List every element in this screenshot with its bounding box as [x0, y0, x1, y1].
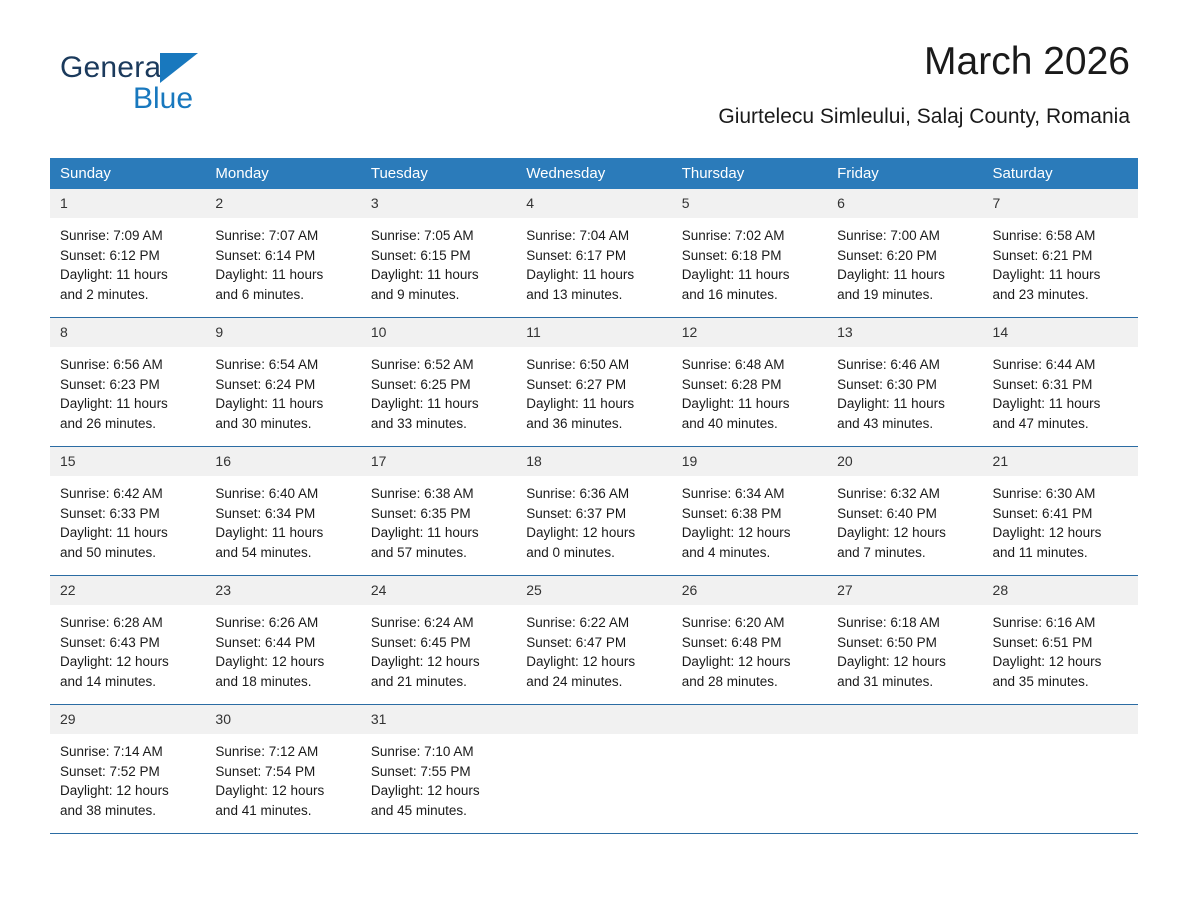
- day-info: [516, 347, 671, 433]
- sunset-text: Sunset: 6:33 PM: [60, 505, 160, 521]
- daylight-text-line1: Daylight: 12 hours: [992, 654, 1102, 669]
- daylight-text-line2: and 18 minutes.: [215, 673, 312, 689]
- calendar-body: [50, 189, 1138, 834]
- day-info: [50, 476, 205, 562]
- sunrise-text: Sunrise: 6:26 AM: [215, 615, 319, 630]
- calendar-day-cell[interactable]: [983, 318, 1138, 447]
- calendar-day-cell[interactable]: [50, 189, 205, 318]
- sunset-text: Sunset: 6:31 PM: [992, 376, 1093, 392]
- daylight-text-line1: Daylight: 11 hours: [992, 267, 1101, 282]
- day-number: 23: [205, 576, 360, 605]
- day-number: 7: [983, 189, 1138, 218]
- calendar-day-cell[interactable]: [983, 576, 1138, 705]
- day-info: [672, 347, 827, 433]
- day-info: [516, 218, 671, 304]
- sunset-text: Sunset: 7:54 PM: [215, 763, 316, 779]
- daylight-text-line2: and 13 minutes.: [526, 286, 623, 302]
- day-number: [983, 705, 1138, 734]
- weekday-header-thursday: Thursday: [672, 158, 827, 189]
- calendar-day-cell[interactable]: [983, 189, 1138, 318]
- calendar-day-cell[interactable]: [205, 447, 360, 576]
- day-number: 27: [827, 576, 982, 605]
- calendar-day-cell[interactable]: [205, 318, 360, 447]
- daylight-text-line2: and 0 minutes.: [526, 544, 615, 560]
- daylight-text-line1: Daylight: 12 hours: [992, 525, 1102, 540]
- day-number: 1: [50, 189, 205, 218]
- daylight-text-line2: and 21 minutes.: [370, 673, 467, 689]
- daylight-text-line1: Daylight: 12 hours: [215, 783, 325, 798]
- calendar-day-cell[interactable]: [516, 189, 671, 318]
- calendar-day-cell[interactable]: [516, 318, 671, 447]
- day-info: [672, 476, 827, 562]
- daylight-text-line2: and 30 minutes.: [215, 415, 312, 431]
- day-number: 12: [672, 318, 827, 347]
- triangle-flag-icon: [160, 53, 198, 83]
- sunset-text: Sunset: 6:50 PM: [837, 634, 937, 650]
- sunset-text: Sunset: 6:20 PM: [837, 247, 937, 263]
- day-number: 31: [361, 705, 516, 734]
- sunrise-text: Sunrise: 7:00 AM: [837, 228, 940, 243]
- daylight-text-line1: Daylight: 12 hours: [60, 654, 169, 669]
- day-number: 10: [361, 318, 516, 347]
- logo-text-general: General: [60, 51, 169, 84]
- daylight-text-line1: Daylight: 11 hours: [60, 396, 168, 411]
- sunrise-text: Sunrise: 6:20 AM: [681, 615, 785, 630]
- day-number: 8: [50, 318, 205, 347]
- calendar-day-cell-empty: [983, 705, 1138, 834]
- daylight-text-line1: Daylight: 11 hours: [681, 267, 790, 282]
- daylight-text-line2: and 54 minutes.: [215, 544, 312, 560]
- calendar-week-row: [50, 447, 1138, 576]
- day-info: [205, 347, 360, 433]
- daylight-text-line1: Daylight: 11 hours: [370, 525, 479, 540]
- sunrise-text: Sunrise: 6:56 AM: [60, 357, 163, 372]
- sunset-text: Sunset: 7:52 PM: [60, 763, 160, 779]
- sunset-text: Sunset: 6:48 PM: [681, 634, 782, 650]
- calendar-day-cell[interactable]: [672, 189, 827, 318]
- daylight-text-line1: Daylight: 11 hours: [215, 525, 324, 540]
- sunrise-text: Sunrise: 6:32 AM: [837, 486, 940, 501]
- daylight-text-line2: and 26 minutes.: [60, 415, 157, 431]
- daylight-text-line1: Daylight: 12 hours: [837, 525, 946, 540]
- day-info: [827, 476, 982, 562]
- sunset-text: Sunset: 6:41 PM: [992, 505, 1093, 521]
- daylight-text-line2: and 28 minutes.: [681, 673, 778, 689]
- day-info: [827, 347, 982, 433]
- sunset-text: Sunset: 6:25 PM: [370, 376, 471, 392]
- sunset-text: Sunset: 6:30 PM: [837, 376, 937, 392]
- weekday-header-wednesday: Wednesday: [516, 158, 671, 189]
- day-info: [983, 347, 1138, 433]
- daylight-text-line1: Daylight: 11 hours: [837, 396, 945, 411]
- day-number: 15: [50, 447, 205, 476]
- weekday-header-tuesday: Tuesday: [361, 158, 516, 189]
- day-number: 17: [361, 447, 516, 476]
- day-info: [205, 734, 360, 820]
- daylight-text-line2: and 45 minutes.: [370, 802, 467, 818]
- daylight-text-line1: Daylight: 11 hours: [60, 267, 168, 282]
- day-info: [205, 476, 360, 562]
- sunrise-text: Sunrise: 7:09 AM: [60, 228, 163, 243]
- sunrise-text: Sunrise: 6:36 AM: [526, 486, 630, 501]
- day-info: [827, 605, 982, 691]
- sunset-text: Sunset: 6:15 PM: [370, 247, 471, 263]
- sunset-text: Sunset: 6:28 PM: [681, 376, 782, 392]
- sunrise-text: Sunrise: 6:42 AM: [60, 486, 163, 501]
- day-number: 18: [516, 447, 671, 476]
- sunrise-text: Sunrise: 7:14 AM: [60, 744, 163, 759]
- day-info: [516, 605, 671, 691]
- calendar-day-cell[interactable]: [983, 447, 1138, 576]
- daylight-text-line1: Daylight: 12 hours: [526, 525, 636, 540]
- calendar-day-cell[interactable]: [361, 318, 516, 447]
- sunset-text: Sunset: 6:18 PM: [681, 247, 782, 263]
- calendar-day-cell[interactable]: [827, 447, 982, 576]
- calendar-day-cell[interactable]: [672, 447, 827, 576]
- daylight-text-line1: Daylight: 12 hours: [215, 654, 325, 669]
- day-info: [361, 605, 516, 691]
- day-number: 26: [672, 576, 827, 605]
- sunset-text: Sunset: 6:24 PM: [215, 376, 316, 392]
- sunrise-text: Sunrise: 6:24 AM: [370, 615, 474, 630]
- daylight-text-line1: Daylight: 11 hours: [992, 396, 1101, 411]
- sunset-text: Sunset: 7:55 PM: [370, 763, 471, 779]
- day-number: 9: [205, 318, 360, 347]
- day-info: [361, 347, 516, 433]
- weekday-header-saturday: Saturday: [983, 158, 1138, 189]
- day-number: 21: [983, 447, 1138, 476]
- daylight-text-line2: and 36 minutes.: [526, 415, 623, 431]
- daylight-text-line2: and 50 minutes.: [60, 544, 157, 560]
- sunrise-text: Sunrise: 6:48 AM: [681, 357, 785, 372]
- sunset-text: Sunset: 6:27 PM: [526, 376, 627, 392]
- calendar-day-cell[interactable]: [205, 576, 360, 705]
- sunset-text: Sunset: 6:38 PM: [681, 505, 782, 521]
- calendar-day-cell[interactable]: [205, 189, 360, 318]
- daylight-text-line1: Daylight: 12 hours: [681, 654, 791, 669]
- daylight-text-line1: Daylight: 11 hours: [526, 267, 635, 282]
- sunrise-text: Sunrise: 7:10 AM: [370, 744, 474, 759]
- sunset-text: Sunset: 6:43 PM: [60, 634, 160, 650]
- day-number: 3: [361, 189, 516, 218]
- day-number: 22: [50, 576, 205, 605]
- daylight-text-line1: Daylight: 12 hours: [370, 654, 480, 669]
- weekday-header-monday: Monday: [205, 158, 360, 189]
- calendar-day-cell-empty: [827, 705, 982, 834]
- sunset-text: Sunset: 6:21 PM: [992, 247, 1093, 263]
- day-number: 11: [516, 318, 671, 347]
- daylight-text-line2: and 23 minutes.: [992, 286, 1089, 302]
- calendar-day-cell[interactable]: [827, 318, 982, 447]
- sunset-text: Sunset: 6:47 PM: [526, 634, 627, 650]
- daylight-text-line2: and 19 minutes.: [837, 286, 934, 302]
- daylight-text-line1: Daylight: 11 hours: [60, 525, 168, 540]
- day-number: 2: [205, 189, 360, 218]
- sunset-text: Sunset: 6:44 PM: [215, 634, 316, 650]
- day-number: 6: [827, 189, 982, 218]
- daylight-text-line2: and 35 minutes.: [992, 673, 1089, 689]
- day-info: [827, 218, 982, 304]
- day-info: [50, 734, 205, 820]
- daylight-text-line2: and 40 minutes.: [681, 415, 778, 431]
- day-number: 14: [983, 318, 1138, 347]
- generalblue-logo[interactable]: [60, 45, 300, 115]
- calendar-day-cell[interactable]: [50, 705, 205, 834]
- daylight-text-line2: and 24 minutes.: [526, 673, 623, 689]
- day-number: 24: [361, 576, 516, 605]
- day-number: [672, 705, 827, 734]
- day-info: [983, 605, 1138, 691]
- sunrise-text: Sunrise: 7:02 AM: [681, 228, 785, 243]
- sunrise-text: Sunrise: 6:30 AM: [992, 486, 1096, 501]
- day-number: 20: [827, 447, 982, 476]
- calendar-day-cell-empty: [516, 705, 671, 834]
- daylight-text-line1: Daylight: 12 hours: [837, 654, 946, 669]
- daylight-text-line2: and 11 minutes.: [992, 544, 1088, 560]
- calendar-day-cell[interactable]: [672, 576, 827, 705]
- calendar-day-cell-empty: [672, 705, 827, 834]
- page-title: March 2026: [924, 40, 1130, 83]
- daylight-text-line1: Daylight: 12 hours: [370, 783, 480, 798]
- sunrise-text: Sunrise: 6:46 AM: [837, 357, 940, 372]
- sunset-text: Sunset: 6:45 PM: [370, 634, 471, 650]
- calendar-day-cell[interactable]: [827, 189, 982, 318]
- daylight-text-line2: and 43 minutes.: [837, 415, 934, 431]
- sunset-text: Sunset: 6:17 PM: [526, 247, 627, 263]
- calendar-day-cell[interactable]: [672, 318, 827, 447]
- daylight-text-line2: and 31 minutes.: [837, 673, 934, 689]
- daylight-text-line2: and 41 minutes.: [215, 802, 312, 818]
- day-info: [50, 605, 205, 691]
- sunset-text: Sunset: 6:37 PM: [526, 505, 627, 521]
- weekday-header-sunday: Sunday: [50, 158, 205, 189]
- day-number: 16: [205, 447, 360, 476]
- sunset-text: Sunset: 6:35 PM: [370, 505, 471, 521]
- calendar-week-row: [50, 705, 1138, 834]
- day-info: [361, 734, 516, 820]
- day-number: 25: [516, 576, 671, 605]
- daylight-text-line2: and 47 minutes.: [992, 415, 1089, 431]
- page-subtitle: Giurtelecu Simleului, Salaj County, Romania: [718, 105, 1130, 128]
- sunrise-text: Sunrise: 6:40 AM: [215, 486, 319, 501]
- day-number: 4: [516, 189, 671, 218]
- daylight-text-line2: and 6 minutes.: [215, 286, 304, 302]
- daylight-text-line2: and 14 minutes.: [60, 673, 157, 689]
- daylight-text-line1: Daylight: 12 hours: [60, 783, 169, 798]
- calendar-day-cell[interactable]: [827, 576, 982, 705]
- sunset-text: Sunset: 6:23 PM: [60, 376, 160, 392]
- day-info: [672, 605, 827, 691]
- sunrise-text: Sunrise: 7:07 AM: [215, 228, 319, 243]
- sunrise-text: Sunrise: 6:54 AM: [215, 357, 319, 372]
- calendar-day-cell[interactable]: [205, 705, 360, 834]
- daylight-text-line2: and 4 minutes.: [681, 544, 771, 560]
- calendar-day-cell[interactable]: [50, 447, 205, 576]
- calendar-week-row: [50, 318, 1138, 447]
- daylight-text-line1: Daylight: 11 hours: [526, 396, 635, 411]
- day-info: [50, 218, 205, 304]
- day-info: [516, 476, 671, 562]
- calendar-day-cell[interactable]: [361, 705, 516, 834]
- daylight-text-line2: and 7 minutes.: [837, 544, 926, 560]
- day-number: [827, 705, 982, 734]
- page-header: [50, 0, 1138, 128]
- daylight-text-line1: Daylight: 11 hours: [837, 267, 945, 282]
- sunrise-text: Sunrise: 7:12 AM: [215, 744, 319, 759]
- daylight-text-line2: and 57 minutes.: [370, 544, 467, 560]
- day-info: [50, 347, 205, 433]
- calendar-day-cell[interactable]: [361, 189, 516, 318]
- sunrise-text: Sunrise: 6:44 AM: [992, 357, 1096, 372]
- calendar-table: [50, 158, 1138, 834]
- sunrise-text: Sunrise: 6:28 AM: [60, 615, 163, 630]
- day-number: 13: [827, 318, 982, 347]
- day-info: [983, 218, 1138, 304]
- calendar-day-cell[interactable]: [361, 447, 516, 576]
- day-info: [983, 476, 1138, 562]
- day-number: 30: [205, 705, 360, 734]
- sunrise-text: Sunrise: 6:58 AM: [992, 228, 1096, 243]
- calendar-day-cell[interactable]: [361, 576, 516, 705]
- day-number: 29: [50, 705, 205, 734]
- sunrise-text: Sunrise: 6:52 AM: [370, 357, 474, 372]
- daylight-text-line1: Daylight: 11 hours: [215, 267, 324, 282]
- weekday-header-friday: Friday: [827, 158, 982, 189]
- daylight-text-line2: and 9 minutes.: [370, 286, 460, 302]
- calendar-day-cell[interactable]: [50, 318, 205, 447]
- sunrise-text: Sunrise: 6:22 AM: [526, 615, 630, 630]
- sunrise-text: Sunrise: 7:04 AM: [526, 228, 630, 243]
- daylight-text-line2: and 16 minutes.: [681, 286, 778, 302]
- daylight-text-line2: and 33 minutes.: [370, 415, 467, 431]
- calendar-week-row: [50, 189, 1138, 318]
- sunset-text: Sunset: 6:40 PM: [837, 505, 937, 521]
- daylight-text-line2: and 38 minutes.: [60, 802, 157, 818]
- sunrise-text: Sunrise: 6:16 AM: [992, 615, 1096, 630]
- calendar-day-cell[interactable]: [50, 576, 205, 705]
- logo-text-blue: Blue: [133, 82, 194, 115]
- calendar-day-cell[interactable]: [516, 576, 671, 705]
- sunset-text: Sunset: 6:51 PM: [992, 634, 1093, 650]
- day-info: [672, 218, 827, 304]
- sunset-text: Sunset: 6:34 PM: [215, 505, 316, 521]
- sunset-text: Sunset: 6:12 PM: [60, 247, 160, 263]
- day-info: [361, 218, 516, 304]
- sunrise-text: Sunrise: 6:34 AM: [681, 486, 785, 501]
- daylight-text-line1: Daylight: 11 hours: [370, 396, 479, 411]
- day-info: [205, 218, 360, 304]
- daylight-text-line1: Daylight: 11 hours: [681, 396, 790, 411]
- sunrise-text: Sunrise: 7:05 AM: [370, 228, 474, 243]
- day-info: [361, 476, 516, 562]
- calendar-day-cell[interactable]: [516, 447, 671, 576]
- sunset-text: Sunset: 6:14 PM: [215, 247, 316, 263]
- calendar-week-row: [50, 576, 1138, 705]
- day-number: 28: [983, 576, 1138, 605]
- daylight-text-line1: Daylight: 12 hours: [526, 654, 636, 669]
- daylight-text-line2: and 2 minutes.: [60, 286, 149, 302]
- sunrise-text: Sunrise: 6:18 AM: [837, 615, 940, 630]
- day-number: 5: [672, 189, 827, 218]
- day-number: [516, 705, 671, 734]
- daylight-text-line1: Daylight: 11 hours: [370, 267, 479, 282]
- day-info: [205, 605, 360, 691]
- day-number: 19: [672, 447, 827, 476]
- daylight-text-line1: Daylight: 12 hours: [681, 525, 791, 540]
- daylight-text-line1: Daylight: 11 hours: [215, 396, 324, 411]
- calendar-header-row: [50, 158, 1138, 189]
- sunrise-text: Sunrise: 6:38 AM: [370, 486, 474, 501]
- sunrise-text: Sunrise: 6:50 AM: [526, 357, 630, 372]
